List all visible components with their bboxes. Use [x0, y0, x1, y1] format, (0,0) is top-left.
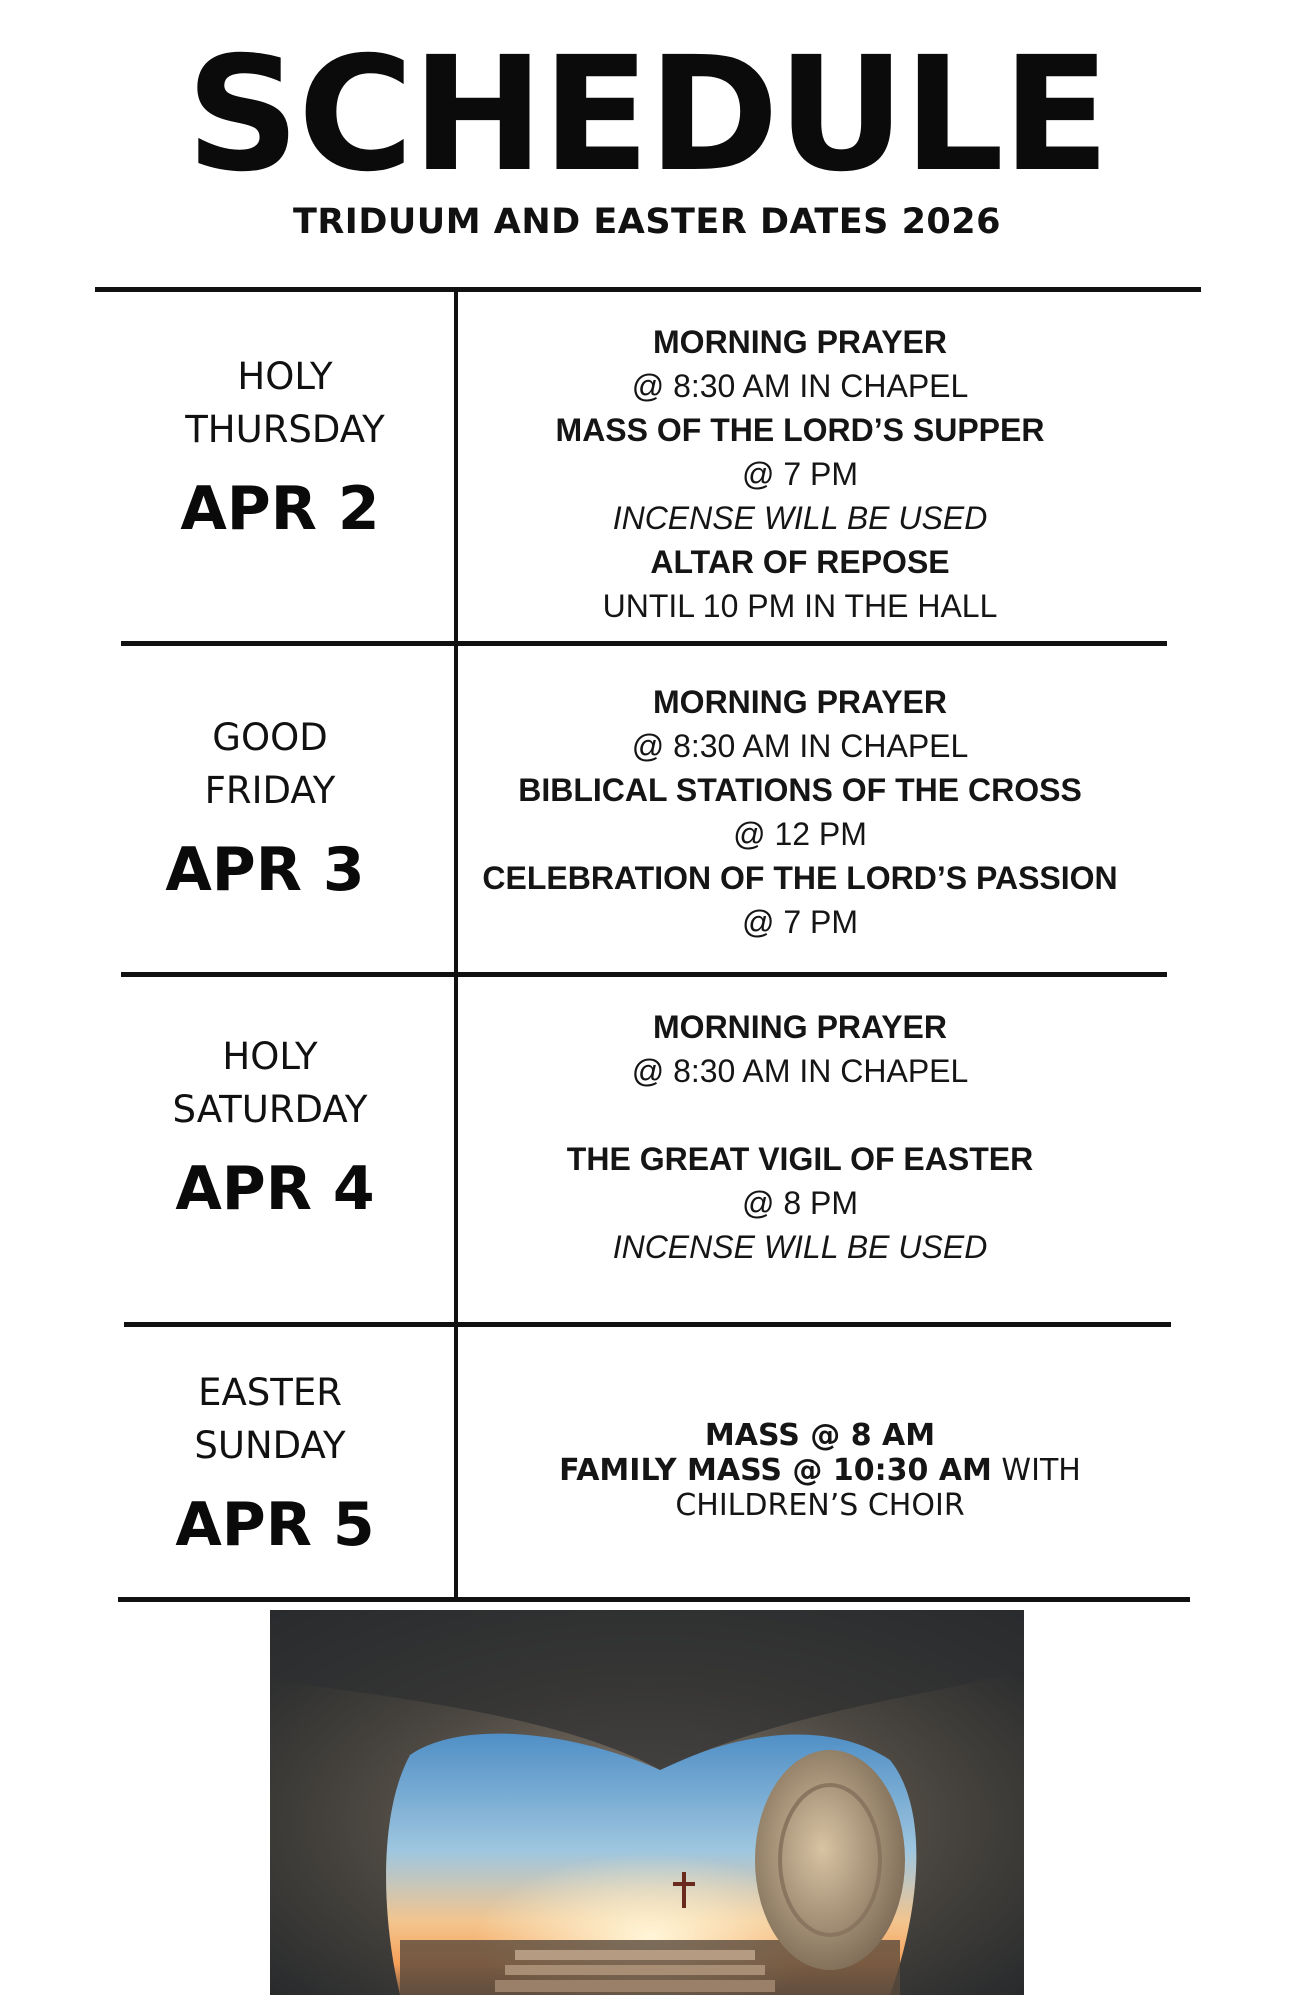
divider-row-3 [124, 1322, 1171, 1327]
divider-row-2 [121, 972, 1167, 977]
day-date: APR 4 [175, 1154, 375, 1224]
event-title: MORNING PRAYER [653, 1009, 947, 1045]
event-list [460, 1005, 1140, 1269]
event-detail: @ 8 PM [741, 1185, 859, 1221]
event-title: MORNING PRAYER [653, 324, 947, 360]
event-title: THE GREAT VIGIL OF EASTER [566, 1141, 1034, 1177]
page-title: SCHEDULE [186, 23, 1108, 207]
day-date: APR 2 [180, 474, 380, 544]
day-name-line2: THURSDAY [185, 408, 385, 451]
day-name-line2: FRIDAY [204, 769, 336, 812]
event-line [470, 1453, 1170, 1488]
event-note: INCENSE WILL BE USED [612, 500, 988, 536]
day-name-line1: EASTER [198, 1371, 342, 1414]
column-divider [454, 290, 458, 1602]
event-detail: @ 8:30 AM IN CHAPEL [631, 1053, 969, 1089]
event-title: ALTAR OF REPOSE [650, 544, 950, 580]
divider-bottom [118, 1597, 1190, 1602]
event-title: BIBLICAL STATIONS OF THE CROSS [518, 772, 1082, 808]
day-name-line2: SUNDAY [194, 1424, 346, 1467]
day-name-line2: SATURDAY [172, 1088, 368, 1131]
event-detail: @ 8:30 AM IN CHAPEL [631, 368, 969, 404]
event-title: MASS OF THE LORD’S SUPPER [555, 412, 1045, 448]
event-list [460, 320, 1140, 628]
event-spacer [460, 1093, 1140, 1137]
day-name-line1: HOLY [237, 355, 333, 398]
event-title: MORNING PRAYER [653, 684, 947, 720]
event-title: MASS @ 8 AM [704, 1418, 936, 1453]
page-subtitle: TRIDUUM AND EASTER DATES 2026 [292, 202, 1001, 242]
divider-row-1 [121, 641, 1167, 646]
day-name-line1: GOOD [212, 716, 328, 759]
day-name [105, 1030, 435, 1136]
day-name [105, 711, 435, 817]
event-title: FAMILY MASS @ 10:30 AM [559, 1453, 992, 1488]
event-detail: UNTIL 10 PM IN THE HALL [602, 588, 998, 624]
empty-tomb-sunrise-cross-icon [270, 1610, 1024, 1995]
day-name-line1: HOLY [222, 1035, 318, 1078]
day-name [105, 1366, 435, 1472]
event-detail: @ 7 PM [741, 904, 859, 940]
event-detail: @ 8:30 AM IN CHAPEL [631, 728, 969, 764]
event-detail: WITH [991, 1453, 1081, 1488]
event-detail: CHILDREN’S CHOIR [675, 1488, 965, 1523]
event-detail: @ 7 PM [741, 456, 859, 492]
empty-tomb-photo [270, 1610, 1024, 1995]
event-list [460, 680, 1140, 944]
event-note: INCENSE WILL BE USED [612, 1229, 988, 1265]
divider-top [95, 287, 1201, 292]
event-list [470, 1418, 1170, 1523]
event-detail: @ 12 PM [733, 816, 867, 852]
day-date: APR 3 [165, 835, 365, 905]
event-title: CELEBRATION OF THE LORD’S PASSION [482, 860, 1118, 896]
day-date: APR 5 [175, 1490, 375, 1560]
day-name [120, 350, 450, 456]
